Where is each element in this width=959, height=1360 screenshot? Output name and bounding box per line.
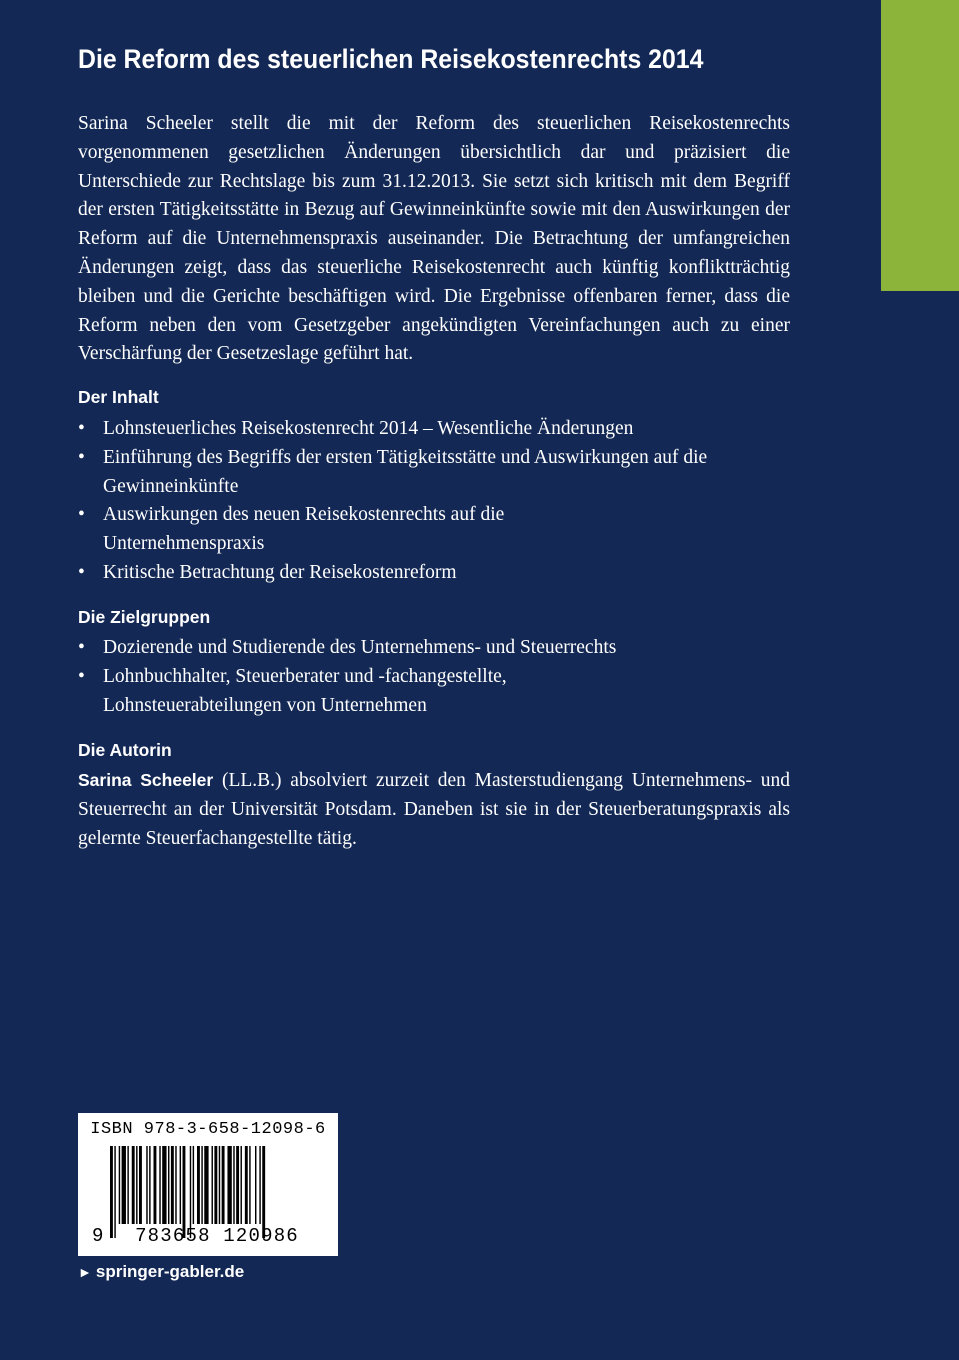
barcode-bar: [233, 1146, 234, 1224]
author-bio: [78, 766, 790, 853]
ean-lead-digit: 9: [92, 1225, 104, 1247]
barcode-bar: [122, 1146, 126, 1224]
list-item: • Dozierende und Studierende des Unternehmens- und Steuerrechts: [78, 634, 778, 663]
barcode-bar: [159, 1146, 160, 1224]
barcode-bar: [204, 1146, 208, 1224]
barcode-bar: [136, 1146, 137, 1224]
barcode-bar: [214, 1146, 217, 1224]
barcode-bar: [146, 1146, 147, 1224]
barcode-bar: [168, 1146, 169, 1224]
barcode-bar: [245, 1146, 248, 1224]
barcode-bar: [132, 1146, 135, 1224]
barcode-bar: [162, 1146, 166, 1224]
list-item: • Einführung des Begriffs der ersten Tätigkeitsstätte und Auswirkungen auf die Gewinneinkünfte: [78, 444, 748, 502]
barcode-bar: [149, 1146, 150, 1224]
barcode-bar: [154, 1146, 157, 1224]
publisher-link[interactable]: [78, 1262, 244, 1282]
barcode-bar: [227, 1146, 231, 1224]
author-heading: Die Autorin: [78, 740, 172, 760]
barcode-bar: [175, 1146, 176, 1224]
arrow-icon: ►: [78, 1264, 92, 1280]
list-item: • Lohnsteuerliches Reisekostenrecht 2014 – Wesentliche Änderungen: [78, 415, 778, 444]
barcode-bar: [255, 1146, 256, 1224]
barcode-bar: [241, 1146, 242, 1224]
barcode-bar: [193, 1146, 194, 1224]
barcode-bar: [219, 1146, 220, 1224]
isbn-label: ISBN 978-3-658-12098-6: [90, 1120, 326, 1139]
barcode-bar: [139, 1146, 142, 1224]
barcode-bar: [180, 1146, 181, 1224]
barcode-bar: [222, 1146, 225, 1224]
isbn-barcode-box: [78, 1113, 338, 1256]
book-title: Die Reform des steuerlichen Reisekostenrechts 2014: [78, 44, 704, 74]
author-text: (LL.B.) absolviert zurzeit den Masterstudiengang Unternehmens- und Steuerrecht an der Universität Potsdam. Daneben ist sie in der Steuerberatungspraxis als gelernte Steuerfachangestellte tätig.: [78, 770, 790, 849]
publisher-url: springer-gabler.de: [95, 1262, 245, 1281]
contents-list: [78, 415, 778, 588]
audience-heading: Die Zielgruppen: [78, 607, 211, 627]
barcode-bar: [127, 1146, 128, 1224]
barcode-bar: [119, 1146, 120, 1224]
intro-paragraph: Sarina Scheeler stellt die mit der Reform des steuerlichen Reisekostenrechts vorgenommenen gesetzlichen Änderungen übersichtlich dar und präzisiert die Unterschiede zur Rechtslage bis zum 31.12.2013. Sie setzt sich kritisch mit dem Begriff der ersten Tätigkeitsstätte in Bezug auf Gewinneinkünfte sowie mit den Auswirkungen der Reform auf die Unternehmenspraxis auseinander. Die Betrachtung der umfangreichen Änderungen zeigt, dass das steuerliche Reisekostenrecht auch künftig konfliktträchtig bleiben und die Gerichte beschäftigen wird. Die Ergebnisse offenbaren ferner, dass die Reform neben den vom Gesetzgeber angekündigten Vereinfachungen auch zu einer Verschärfung der Gesetzeslage geführt hat.: [78, 113, 790, 365]
ean-digits: 783658 120986: [135, 1225, 299, 1247]
author-name: Sarina Scheeler: [78, 770, 214, 790]
barcode-bar: [197, 1146, 200, 1224]
barcode-bar: [212, 1146, 213, 1224]
accent-tab: [881, 0, 959, 291]
barcode-bar: [171, 1146, 174, 1224]
audience-list: [78, 634, 778, 720]
barcode-bar: [201, 1146, 202, 1224]
barcode-bar: [259, 1146, 260, 1224]
barcode-bar: [236, 1146, 239, 1224]
contents-heading: Der Inhalt: [78, 387, 159, 407]
list-item: • Kritische Betrachtung der Reisekostenreform: [78, 559, 778, 588]
barcode-bar: [249, 1146, 250, 1224]
list-item: • Auswirkungen des neuen Reisekostenrechts auf die Unternehmenspraxis: [78, 501, 553, 559]
list-item: • Lohnbuchhalter, Steuerberater und -fachangestellte, Lohnsteuerabteilungen von Unternehmen: [78, 663, 578, 721]
